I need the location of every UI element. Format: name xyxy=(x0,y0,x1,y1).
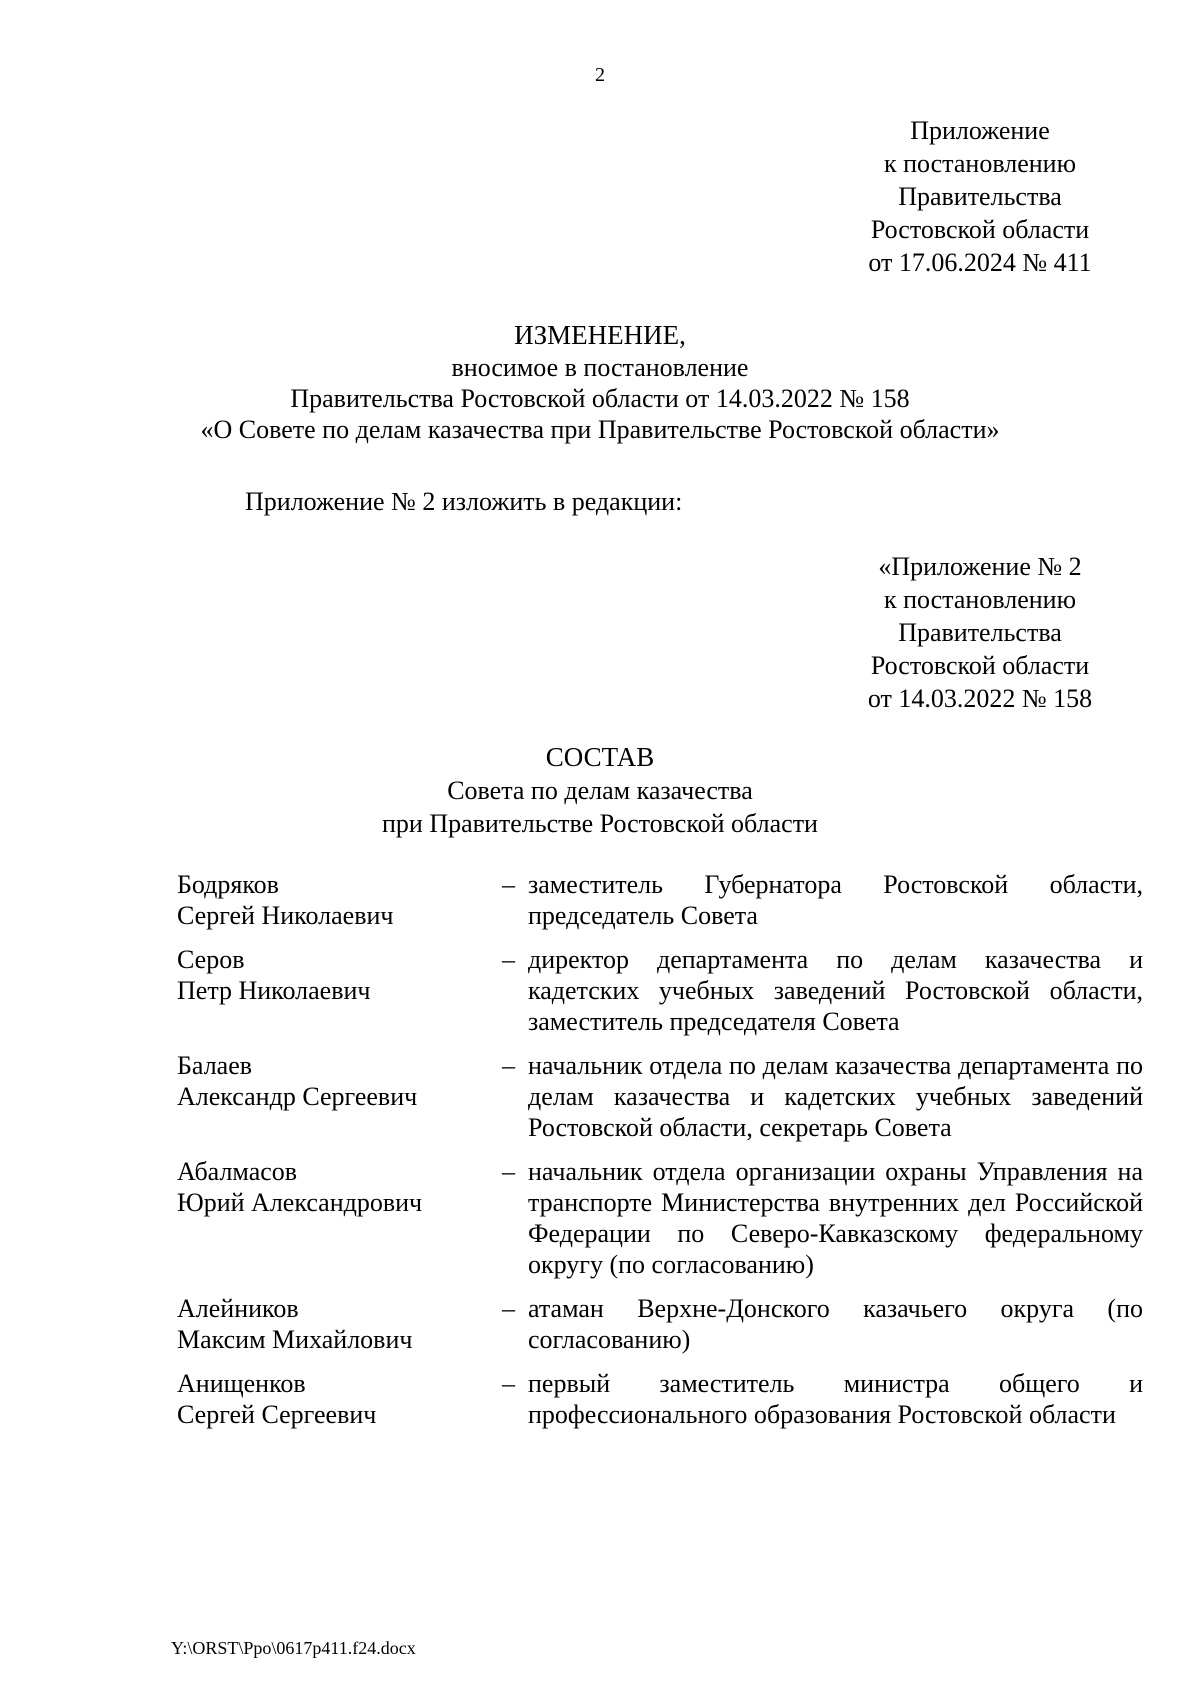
member-name xyxy=(177,944,502,1006)
member-name xyxy=(177,869,502,931)
appendix-header-line: Приложение xyxy=(910,116,1050,145)
appendix-header xyxy=(850,114,1110,279)
member-row xyxy=(177,869,1143,931)
member-name xyxy=(177,1293,502,1355)
composition-subtitle-line: при Правительстве Ростовской области xyxy=(382,809,818,838)
member-dash: – xyxy=(502,1294,515,1323)
member-surname: Абалмасов xyxy=(177,1157,298,1186)
member-role: начальник отдела по делам казачества департамента по делам казачества и кадетских учебных заведений Ростовской области, секретарь Совета xyxy=(528,1051,1143,1142)
member-given-name: Максим Михайлович xyxy=(177,1325,413,1354)
member-surname: Балаев xyxy=(177,1051,253,1080)
appendix-2-line: от 14.03.2022 № 158 xyxy=(867,684,1093,713)
member-name xyxy=(177,1156,502,1218)
appendix-2-line: Ростовской области xyxy=(870,651,1090,680)
appendix-header-line: к постановлению xyxy=(883,149,1077,178)
member-role: директор департамента по делам казачества и кадетских учебных заведений Ростовской области, заместитель председателя Совета xyxy=(528,945,1143,1036)
instruction-text: Приложение № 2 изложить в редакции: xyxy=(245,487,683,516)
change-subtitle-line: «О Совете по делам казачества при Правительстве Ростовской области» xyxy=(200,415,1000,444)
member-name xyxy=(177,1050,502,1112)
member-given-name: Александр Сергеевич xyxy=(177,1082,418,1111)
member-surname: Серов xyxy=(177,945,245,974)
appendix-2-line: «Приложение № 2 xyxy=(878,552,1082,581)
change-subtitle-line: Правительства Ростовской области от 14.03.2022 № 158 xyxy=(290,384,910,413)
member-row xyxy=(177,1156,1143,1280)
member-given-name: Петр Николаевич xyxy=(177,976,371,1005)
member-given-name: Юрий Александрович xyxy=(177,1188,423,1217)
member-row xyxy=(177,944,1143,1037)
member-role: первый заместитель министра общего и профессионального образования Ростовской области xyxy=(528,1369,1143,1429)
member-dash: – xyxy=(502,1157,515,1186)
member-row xyxy=(177,1050,1143,1143)
appendix-header-line: Ростовской области xyxy=(870,215,1090,244)
member-row xyxy=(177,1368,1143,1430)
member-role: заместитель Губернатора Ростовской области, председатель Совета xyxy=(528,870,1143,930)
member-dash: – xyxy=(502,1369,515,1398)
page-number: 2 xyxy=(595,64,605,86)
change-title xyxy=(0,318,1200,445)
member-dash: – xyxy=(502,870,515,899)
change-subtitle-line: вносимое в постановление xyxy=(451,353,749,382)
member-given-name: Сергей Сергеевич xyxy=(177,1400,377,1429)
member-surname: Алейников xyxy=(177,1294,299,1323)
change-heading: ИЗМЕНЕНИЕ, xyxy=(514,320,686,350)
appendix-2-line: Правительства xyxy=(898,618,1062,647)
member-role: начальник отдела организации охраны Управления на транспорте Министерства внутренних дел Российской Федерации по Северо-Кавказскому федеральному округу (по согласованию) xyxy=(528,1157,1143,1279)
member-role: атаман Верхне-Донского казачьего округа (по согласованию) xyxy=(528,1294,1143,1354)
appendix-2-header xyxy=(850,550,1110,715)
composition-heading: СОСТАВ xyxy=(545,742,655,772)
member-given-name: Сергей Николаевич xyxy=(177,901,394,930)
file-path-footer: Y:\ORST\Ppo\0617p411.f24.docx xyxy=(171,1638,416,1658)
member-dash: – xyxy=(502,1051,515,1080)
member-name xyxy=(177,1368,502,1430)
composition-subtitle-line: Совета по делам казачества xyxy=(447,776,753,805)
appendix-2-line: к постановлению xyxy=(883,585,1077,614)
composition-title xyxy=(0,741,1200,840)
member-row xyxy=(177,1293,1143,1355)
member-surname: Бодряков xyxy=(177,870,279,899)
appendix-header-line: от 17.06.2024 № 411 xyxy=(868,248,1092,277)
member-list xyxy=(177,869,1143,1443)
member-surname: Анищенков xyxy=(177,1369,306,1398)
appendix-header-line: Правительства xyxy=(898,182,1062,211)
member-dash: – xyxy=(502,945,515,974)
